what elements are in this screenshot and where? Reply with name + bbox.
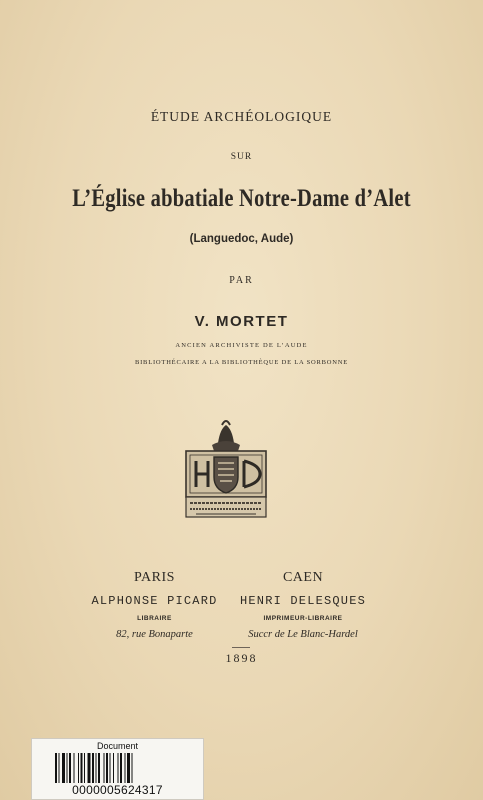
author-name: V. MORTET <box>194 313 289 330</box>
publication-year: 1898 <box>225 651 258 665</box>
barcode-icon <box>55 753 182 783</box>
sur-word: SUR <box>230 152 253 162</box>
barcode-number: 0000005624317 <box>72 783 163 797</box>
study-heading: ÉTUDE ARCHÉOLOGIQUE <box>150 109 333 124</box>
divider-rule <box>232 647 250 648</box>
publisher-right-city: CAEN <box>282 570 324 585</box>
publisher-right-role: IMPRIMEUR-LIBRAIRE <box>263 615 343 622</box>
publisher-left-name: ALPHONSE PICARD <box>91 594 218 608</box>
printers-device-emblem-icon <box>180 415 272 523</box>
barcode-label: Document <box>96 741 139 751</box>
author-role-2: BIBLIOTHÉCAIRE A LA BIBLIOTHÈQUE DE LA SORBONNE <box>134 359 349 366</box>
barcode-sticker <box>31 738 204 800</box>
publisher-left-city: PARIS <box>134 570 175 585</box>
publisher-right-name: HENRI DELESQUES <box>239 594 367 608</box>
publisher-left-address: 82, rue Bonaparte <box>116 629 193 640</box>
main-title: L’Église abbatiale Notre-Dame d’Alet <box>72 185 411 212</box>
par-word: PAR <box>229 275 254 286</box>
publisher-right-address: Succr de Le Blanc-Hardel <box>248 629 358 640</box>
publisher-left-role: LIBRAIRE <box>137 615 172 622</box>
author-role-1: ANCIEN ARCHIVISTE DE L’AUDE <box>175 342 308 349</box>
location-subtitle: (Languedoc, Aude) <box>189 233 294 245</box>
